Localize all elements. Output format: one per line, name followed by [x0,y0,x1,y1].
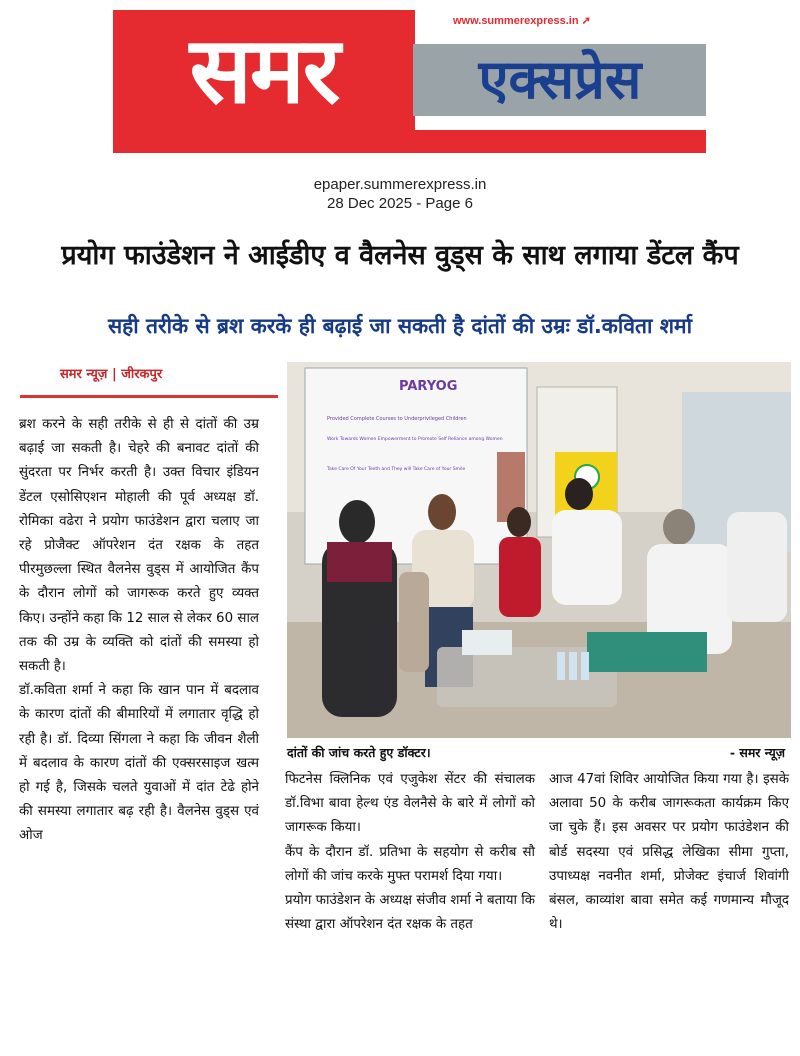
paragraph: डॉ.कविता शर्मा ने कहा कि खान पान में बदलाव के कारण दांतों की बीमारियों में लगातार वृद्धि हो रही है। डॉ. दिव्या सिंगला ने कहा कि जीवन शैली में बदलाव के कारण दांतों की एक्सरसाइज खत्म हो गई है, जिसके चलते युवाओं में दांत टेढे होने की समस्या लगातार बढ़ रही है। वैलनेस वुड्स एवं ओज [19,683,259,844]
banner-item: Take Care Of Your Teeth and They will Take Care of Your Smile [327,467,466,472]
dental-camp-photo [287,362,791,738]
masthead-bottom-bar [113,130,706,153]
article-subheadline: सही तरीके से ब्रश करके ही बढ़ाई जा सकती है दांतों की उम्रः डॉ.कविता शर्मा [107,314,693,338]
photo-caption-row [287,741,791,765]
paragraph: आज 47वां शिविर आयोजित किया गया है। इसके अलावा 50 के करीब जागरूकता कार्यक्रम किए जा चुके हैं। इस अवसर पर प्रयोग फाउंडेशन की बोर्ड सदस्या एवं प्रसिद्ध लेखिका सीमा गुप्ता, उपाध्यक्ष नवनीत शर्मा, प्रोजेक्ट इंचार्ज शिवांगी बंसल, काव्यांश बावा समेत कई गणमान्य मौजूद थे। [549,772,789,933]
edition-info [0,175,800,213]
article-column-2 [285,768,535,937]
edition-date-page: 28 Dec 2025 - Page 6 [327,195,473,212]
paragraph: ब्रश करने के सही तरीके से ही से दांतों की उम्र बढ़ाई जा सकती है। चेहरे की बनावट दांतों की सुंदरता पर निर्भर करती है। उक्त विचार इंडियन डेंटल एसोसिएशन मोहाली की पूर्व अध्यक्ष डॉ. रोमिका वढेरा ने प्रयोग फाउंडेशन द्वारा चलाए जा रहे प्रोजैक्ट ऑपरेशन दंत रक्षक के तहत पीरमुछल्ला स्थित वैलनेस वुड्स में आयोजित कैंप के दौरान लोगों को जागरूक करते हुए व्यक्त किए। उन्होंने कहा कि 12 साल से लेकर 60 साल तक की उम्र के व्यक्ति को दांतों की समस्या हो सकती है। [19,417,259,675]
article-column-1 [19,413,259,849]
byline-divider [20,395,278,398]
article-photo [287,362,791,738]
photo-credit: - समर न्यूज़ [729,745,785,760]
banner-item: Provided Complete Courses to Underprivileged Children [327,416,467,422]
article-byline: समर न्यूज़ | जीरकपुर [60,367,163,382]
masthead [113,10,706,153]
paragraph: फिटनेस क्लिनिक एवं एजुकेश सेंटर की संचालक डॉ.विभा बावा हेल्थ एंड वेलनैसे के बारे में लोगों को जागरूक किया। [285,772,535,836]
banner-item: Work Towards Women Empowerment to Promote Self Reliance among Women [327,437,503,442]
photo-caption: दांतों की जांच करते हुए डॉक्टर। [287,745,431,760]
arrow-icon: ➚ [581,15,591,27]
article-headline: प्रयोग फाउंडेशन ने आईडीए व वैलनेस वुड्स के साथ लगाया डेंटल कैंप [61,240,739,271]
masthead-samar: समर [189,17,339,124]
masthead-express: एक्सप्रेस [478,48,642,111]
edition-site: epaper.summerexpress.in [313,176,487,193]
paragraph: कैंप के दौरान डॉ. प्रतिभा के सहयोग से करीब सौ लोगों की जांच करके मुफ्त परामर्श दिया गया। [285,844,535,884]
paragraph: प्रयोग फाउंडेशन के अध्यक्ष संजीव शर्मा ने बताया कि संस्था द्वारा ऑपरेशन दंत रक्षक के तहत [285,893,535,933]
article-column-3 [549,768,789,937]
masthead-url: www.summerexpress.in ➚ [453,15,591,27]
banner-logo: PARYOG [399,379,458,394]
